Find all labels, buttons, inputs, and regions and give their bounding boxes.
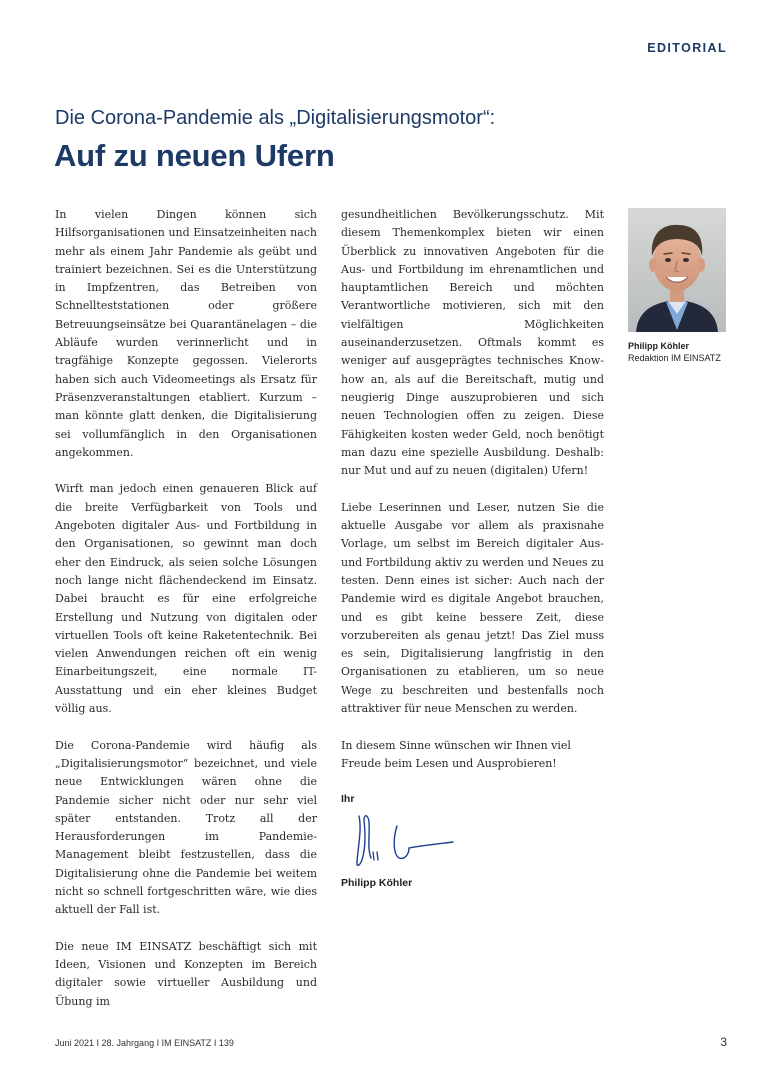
article-column-left (55, 206, 317, 1011)
paragraph: Liebe Leserinnen und Leser, nutzen Sie die aktuelle Ausgabe vor allem als praxisnahe Vorlage, um selbst im Bereich digitaler Aus- und Fortbildung aktiv zu werden und Neues zu testen. Denn eines ist sicher: Auch nach der Pandemie wird es digitale Angebot brauchen, und es gibt keine bessere Zeit, diese vorzubereiten als genau jetzt! Das Ziel muss es sein, Digitalisierung langfristig in den Organisationen zu etablieren, um so neue Wege zu beschreiten und bestenfalls noch attraktiver für neue Menschen zu werden. (341, 500, 604, 716)
footer-issue-info: Juni 2021 I 28. Jahrgang I IM EINSATZ I 139 (55, 1038, 234, 1048)
page-number: 3 (720, 1035, 727, 1049)
paragraph: In vielen Dingen können sich Hilfsorganisationen und Einsatzeinheiten nach mehr als einem Jahr Pandemie als geübt und trainiert bezeichnen. Sei es die Unterstützung in Impfzentren, das Betreiben von Schnellteststationen oder größere Betreuungseinsätze bei Quarantänelagen – die Abläufe wurden verinnerlicht und in tragfähige Konzepte gegossen. Vielerorts haben sich auch Videomeetings als Ersatz für Präsenzveranstaltungen etabliert. Kurzum – man könnte glatt denken, die Digitalisierung sei vollumfänglich in den Organisationen angekommen. (55, 208, 317, 459)
article-title: Auf zu neuen Ufern (54, 138, 335, 173)
sign-off-greeting: Ihr (341, 792, 355, 805)
paragraph: Wirft man jedoch einen genaueren Blick auf die breite Verfügbarkeit von Tools und Angeboten digitaler Aus- und Fortbildung in den Organisationen, so gewinnt man doch eher den Eindruck, als seien solche Lösungen noch lange nicht flächendeckend im Einsatz. Dabei braucht es für eine erfolgreiche Erstellung und Nutzung von digitalen oder virtuellen Tools oft keine Raketentechnik. Bei vielen Anwendungen reichen oft ein wenig Einarbeitungszeit, eine normale IT-Ausstattung und ein eher kleines Budget völlig aus. (55, 482, 317, 716)
sign-off-name: Philipp Köhler (341, 876, 413, 889)
author-photo (628, 208, 726, 332)
author-name: Philipp Köhler (628, 341, 690, 351)
section-label: EDITORIAL (647, 41, 727, 55)
paragraph: Die neue IM EINSATZ beschäftigt sich mit Ideen, Visionen und Konzepten im Bereich digitaler sowie virtueller Ausbildung und Übung im (55, 939, 317, 1008)
signature-icon (349, 808, 459, 870)
paragraph: gesundheitlichen Bevölkerungsschutz. Mit diesem Themenkomplex bieten wir einen Überblick zu innovativen Angeboten für die Aus- und Fortbildung im ehrenamtlichen und hauptamtlichen Bereich und möchten Verantwortliche motivieren, sich mit den vielfältigen Möglichkeiten auseinanderzusetzen. Oftmals kommt es weniger auf ausgeprägtes technisches Know-how an, als auf die Bereitschaft, mutig und neugierig Dinge auszuprobieren und sich neuen Technologien offen zu zeigen. Diese Fähigkeiten kosten weder Geld, noch benötigt man dazu eine spezielle Ausbildung. Deshalb: nur Mut und auf zu neuen (digitalen) Ufern! (341, 208, 604, 478)
article-subtitle: Die Corona-Pandemie als „Digitalisierungsmotor“: (55, 107, 496, 129)
paragraph: In diesem Sinne wünschen wir Ihnen viel Freude beim Lesen und Ausprobieren! (341, 738, 571, 770)
author-role: Redaktion IM EINSATZ (628, 353, 721, 363)
paragraph: Die Corona-Pandemie wird häufig als „Digitalisierungsmotor“ bezeichnet, und viele neue Entwicklungen wären ohne die Pandemie sicher nicht oder nur sehr viel später entstanden. Trotz all der Herausforderungen im Pandemie-Management bleibt festzustellen, dass die Digitalisierung ohne die Pandemie bei weitem nicht so schnell fortgeschritten wäre, wie dies aktuell der Fall ist. (55, 738, 317, 917)
photo-caption (628, 340, 721, 364)
article-column-middle (341, 206, 604, 892)
